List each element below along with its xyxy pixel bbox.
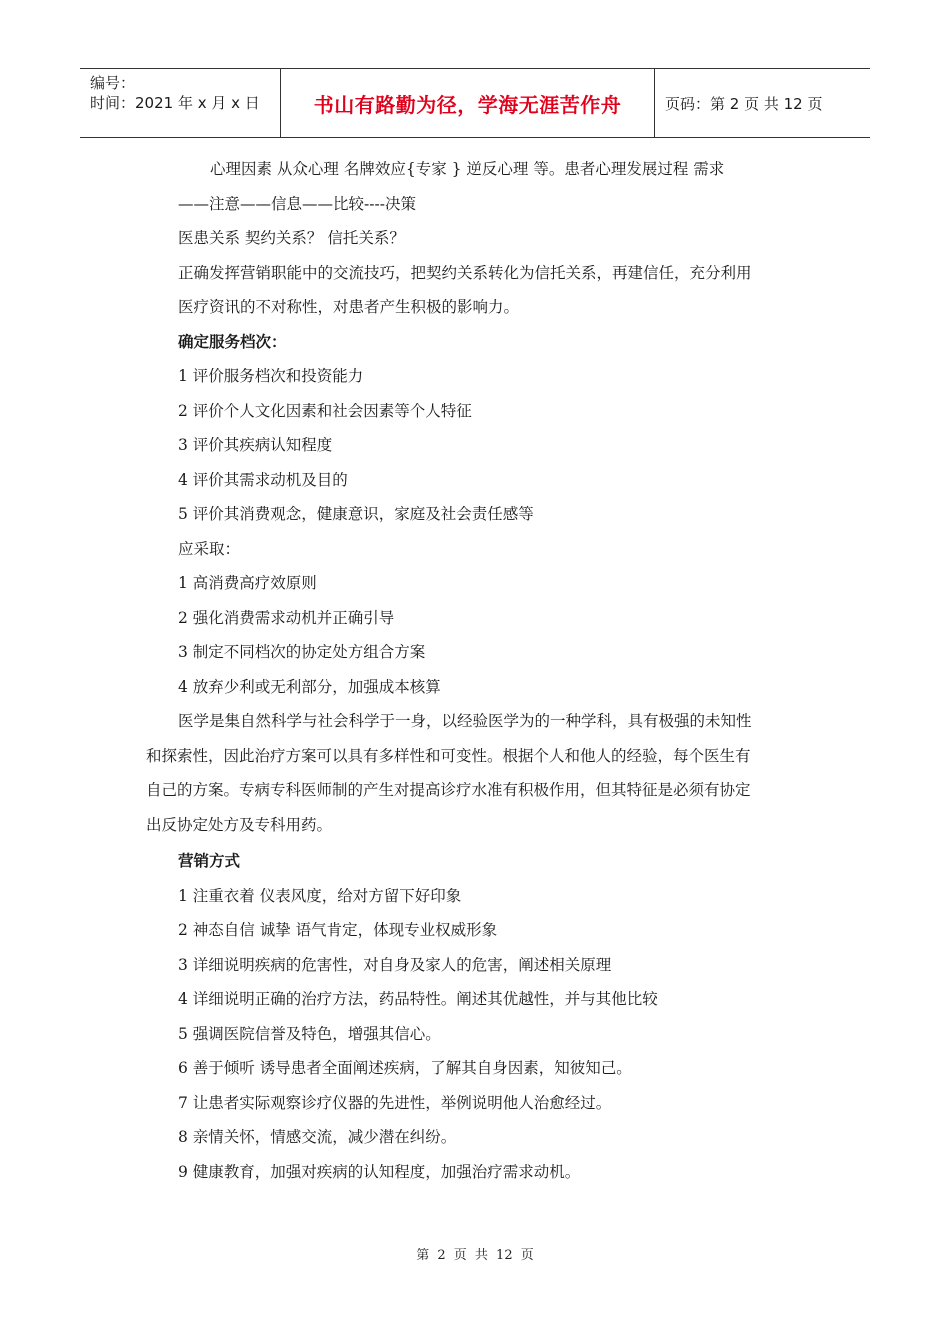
section-title-grade: 确定服务档次： (178, 332, 287, 351)
psych-line-2: ——注意——信息——比较----决策 (178, 194, 416, 213)
list-item: 2 神态自信 诚挚 语气肯定，体现专业权威形象 (178, 921, 498, 939)
header-motto: 书山有路勤为径，学海无涯苦作舟 (280, 69, 655, 137)
page-footer: 第 2 页 共 12 页 (416, 1248, 534, 1263)
list-item: 4 评价其需求动机及目的 (178, 470, 348, 489)
list-item: 9 健康教育，加强对疾病的认知程度，加强治疗需求动机。 (178, 1162, 581, 1181)
list-item: 2 评价个人文化因素和社会因素等个人特征 (178, 401, 472, 420)
psych-line-1: 心理因素 从众心理 名牌效应{专家 } 逆反心理 等。患者心理发展过程 需求 (210, 160, 725, 178)
list-item: 1 注重衣着 仪表风度，给对方留下好印象 (178, 886, 462, 905)
list-item: 5 评价其消费观念，健康意识，家庭及社会责任感等 (178, 505, 534, 523)
medicine-paragraph-line: 出反协定处方及专科用药。 (146, 815, 333, 834)
number-label: 编号： (90, 74, 136, 92)
list-item: 1 高消费高疗效原则 (178, 574, 317, 592)
list-item: 4 详细说明正确的治疗方法，药品特性。阐述其优越性，并与其他比较 (178, 990, 658, 1008)
medicine-paragraph-line: 和探索性，因此治疗方案可以具有多样性和可变性。根据个人和他人的经验，每个医生有 (146, 746, 751, 765)
list-item: 7 让患者实际观察诊疗仪器的先进性，举例说明他人治愈经过。 (178, 1093, 612, 1112)
medicine-paragraph-line: 自己的方案。专病专科医师制的产生对提高诊疗水准有积极作用，但其特征是必须有协定 (146, 781, 751, 799)
header-meta (80, 69, 280, 137)
list-item: 8 亲情关怀，情感交流，减少潜在纠纷。 (178, 1128, 457, 1146)
section-title-adopt: 应采取： (178, 539, 241, 558)
paragraph-line: 正确发挥营销职能中的交流技巧，把契约关系转化为信托关系，再建信任，充分利用 (178, 263, 752, 282)
list-item: 6 善于倾听 诱导患者全面阐述疾病，了解其自身因素，知彼知己。 (178, 1059, 632, 1077)
page-header (80, 68, 870, 138)
list-item: 1 评价服务档次和投资能力 (178, 367, 364, 385)
time-label: 时间：2021 年 x 月 x 日 (90, 94, 260, 112)
medicine-paragraph-line: 医学是集自然科学与社会科学于一身，以经验医学为的一种学科，具有极强的未知性 (178, 712, 752, 730)
paragraph-line: 医疗资讯的不对称性，对患者产生积极的影响力。 (178, 298, 520, 316)
list-item: 3 制定不同档次的协定处方组合方案 (178, 643, 426, 661)
list-item: 5 强调医院信誉及特色，增强其信心。 (178, 1024, 441, 1043)
list-item: 2 强化消费需求动机并正确引导 (178, 608, 395, 627)
list-item: 3 评价其疾病认知程度 (178, 436, 333, 454)
header-page-label: 页码：第 2 页 共 12 页 (665, 94, 823, 113)
section-title-marketing: 营销方式 (178, 852, 241, 870)
document-body (146, 152, 810, 1189)
list-item: 4 放弃少利或无利部分，加强成本核算 (178, 677, 441, 696)
list-item: 3 详细说明疾病的危害性，对自身及家人的危害，阐述相关原理 (178, 955, 612, 974)
relation-line: 医患关系 契约关系？ 信托关系？ (178, 229, 405, 247)
